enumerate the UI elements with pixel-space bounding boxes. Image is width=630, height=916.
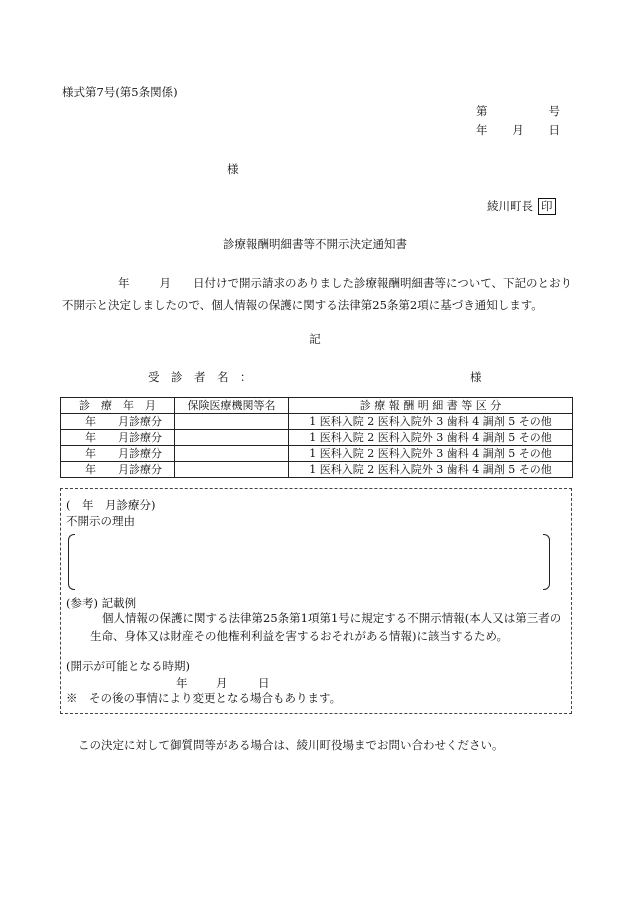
addressee-sama: 様 (227, 162, 239, 176)
date-month: 月 (512, 123, 524, 137)
seal-mark: 印 (538, 198, 556, 215)
header-hoken-iryokikan: 保険医療機関等名 (175, 398, 289, 414)
possible-heading: (開示が可能となる時期) (66, 659, 190, 673)
cell-period: 年 月診療分 (61, 430, 175, 446)
patient-sama: 様 (470, 370, 482, 384)
footer-inquiry: この決定に対して御質問等がある場合は、綾川町役場までお問い合わせください。 (78, 738, 504, 752)
cell-institution (175, 446, 289, 462)
example-heading: (参考) 記載例 (66, 596, 137, 610)
possible-month: 月 (216, 676, 228, 690)
issuer-name: 綾川町長 (487, 199, 533, 214)
date-day: 日 (548, 123, 560, 137)
cell-period: 年 月診療分 (61, 414, 175, 430)
number-go: 号 (548, 104, 560, 118)
cell-period: 年 月診療分 (61, 462, 175, 478)
ki-heading: 記 (309, 332, 321, 346)
patient-name-label: 受 診 者 名 ： (148, 370, 252, 384)
notice-body (62, 273, 582, 317)
detail-table (60, 397, 573, 478)
table-header-row (61, 398, 573, 414)
possible-day: 日 (258, 676, 270, 690)
reason-period: ( 年 月診療分) (66, 498, 156, 512)
reason-label: 不開示の理由 (66, 514, 135, 528)
cell-category: 1 医科入院 2 医科入院外 3 歯科 4 調剤 5 その他 (289, 446, 573, 462)
cell-category: 1 医科入院 2 医科入院外 3 歯科 4 調剤 5 その他 (289, 430, 573, 446)
number-dai: 第 (476, 104, 488, 118)
form-number: 様式第7号(第5条関係) (62, 85, 178, 99)
body-month: 月 (159, 276, 171, 290)
cell-category: 1 医科入院 2 医科入院外 3 歯科 4 調剤 5 その他 (289, 462, 573, 478)
header-meisaisho-kubun: 診 療 報 酬 明 細 書 等 区 分 (289, 398, 573, 414)
table-row (61, 414, 573, 430)
bracket-right (543, 534, 550, 590)
document-number (476, 104, 560, 119)
table-row (61, 446, 573, 462)
document-title: 診療報酬明細書等不開示決定通知書 (223, 237, 407, 251)
reason-box (60, 488, 572, 714)
date-year: 年 (476, 123, 488, 137)
cell-institution (175, 430, 289, 446)
cell-institution (175, 462, 289, 478)
bracket-left (68, 534, 75, 590)
possible-year: 年 (176, 676, 188, 690)
cell-institution (175, 414, 289, 430)
issue-date (476, 123, 560, 138)
example-text (90, 610, 565, 646)
table-row (61, 462, 573, 478)
cell-category: 1 医科入院 2 医科入院外 3 歯科 4 調剤 5 その他 (289, 414, 573, 430)
example-text-content: 個人情報の保護に関する法律第25条第1項第1号に規定する不開示情報(本人又は第三者の生命、身体又は財産その他権利利益を害するおそれがある情報)に該当するため。 (90, 611, 562, 643)
body-text: 日付けで開示請求のありました診療報酬明細書等について、下記のとおり不開示と決定しましたので、個人情報の保護に関する法律第25条第2項に基づき通知します。 (62, 276, 573, 312)
body-year: 年 (118, 276, 130, 290)
header-shinryo-nengetsu: 診 療 年 月 (61, 398, 175, 414)
change-note: ※ その後の事情により変更となる場合もあります。 (66, 691, 342, 705)
issuer (487, 198, 556, 215)
table-row (61, 430, 573, 446)
cell-period: 年 月診療分 (61, 446, 175, 462)
